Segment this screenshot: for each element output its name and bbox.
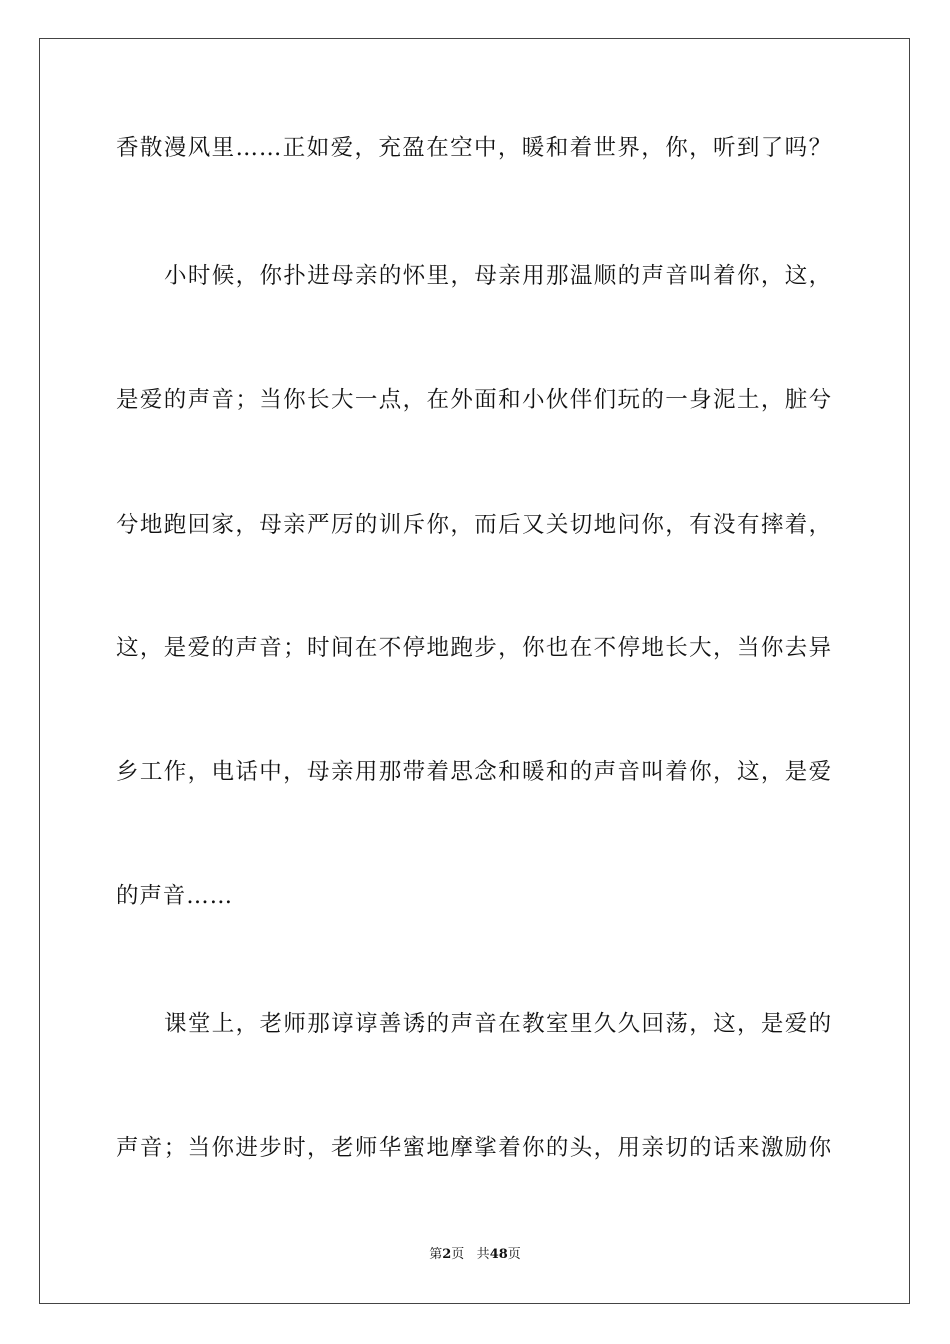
page-footer	[0, 1246, 950, 1264]
text-line-9: 声音；当你进步时，老师华蜜地摩挲着你的头，用亲切的话来激励你	[116, 1135, 832, 1161]
text-line-8-paragraph-start: 课堂上，老师那谆谆善诱的声音在教室里久久回荡，这，是爱的	[164, 1011, 832, 1037]
text-line-2-paragraph-start: 小时候，你扑进母亲的怀里，母亲用那温顺的声音叫着你，这，	[164, 263, 832, 289]
text-line-3: 是爱的声音；当你长大一点，在外面和小伙伴们玩的一身泥土，脏兮	[116, 387, 832, 413]
text-line-4: 兮地跑回家，母亲严厉的训斥你，而后又关切地问你，有没有摔着，	[116, 512, 832, 538]
footer-total-prefix: 共	[476, 1247, 490, 1262]
footer-prefix: 第	[429, 1247, 443, 1262]
text-line-6: 乡工作，电话中，母亲用那带着思念和暖和的声音叫着你，这，是爱	[116, 759, 832, 785]
footer-page-suffix: 页	[451, 1247, 465, 1262]
footer-page-number: 2	[442, 1247, 452, 1262]
footer-total-pages: 48	[489, 1247, 508, 1262]
footer-total-suffix: 页	[507, 1247, 521, 1262]
text-line-5: 这，是爱的声音；时间在不停地跑步，你也在不停地长大，当你去异	[116, 635, 832, 661]
text-line-1: 香散漫风里……正如爱，充盈在空中，暖和着世界，你，听到了吗？	[116, 135, 832, 161]
page-border	[39, 38, 910, 1304]
text-line-7: 的声音……	[116, 883, 234, 909]
